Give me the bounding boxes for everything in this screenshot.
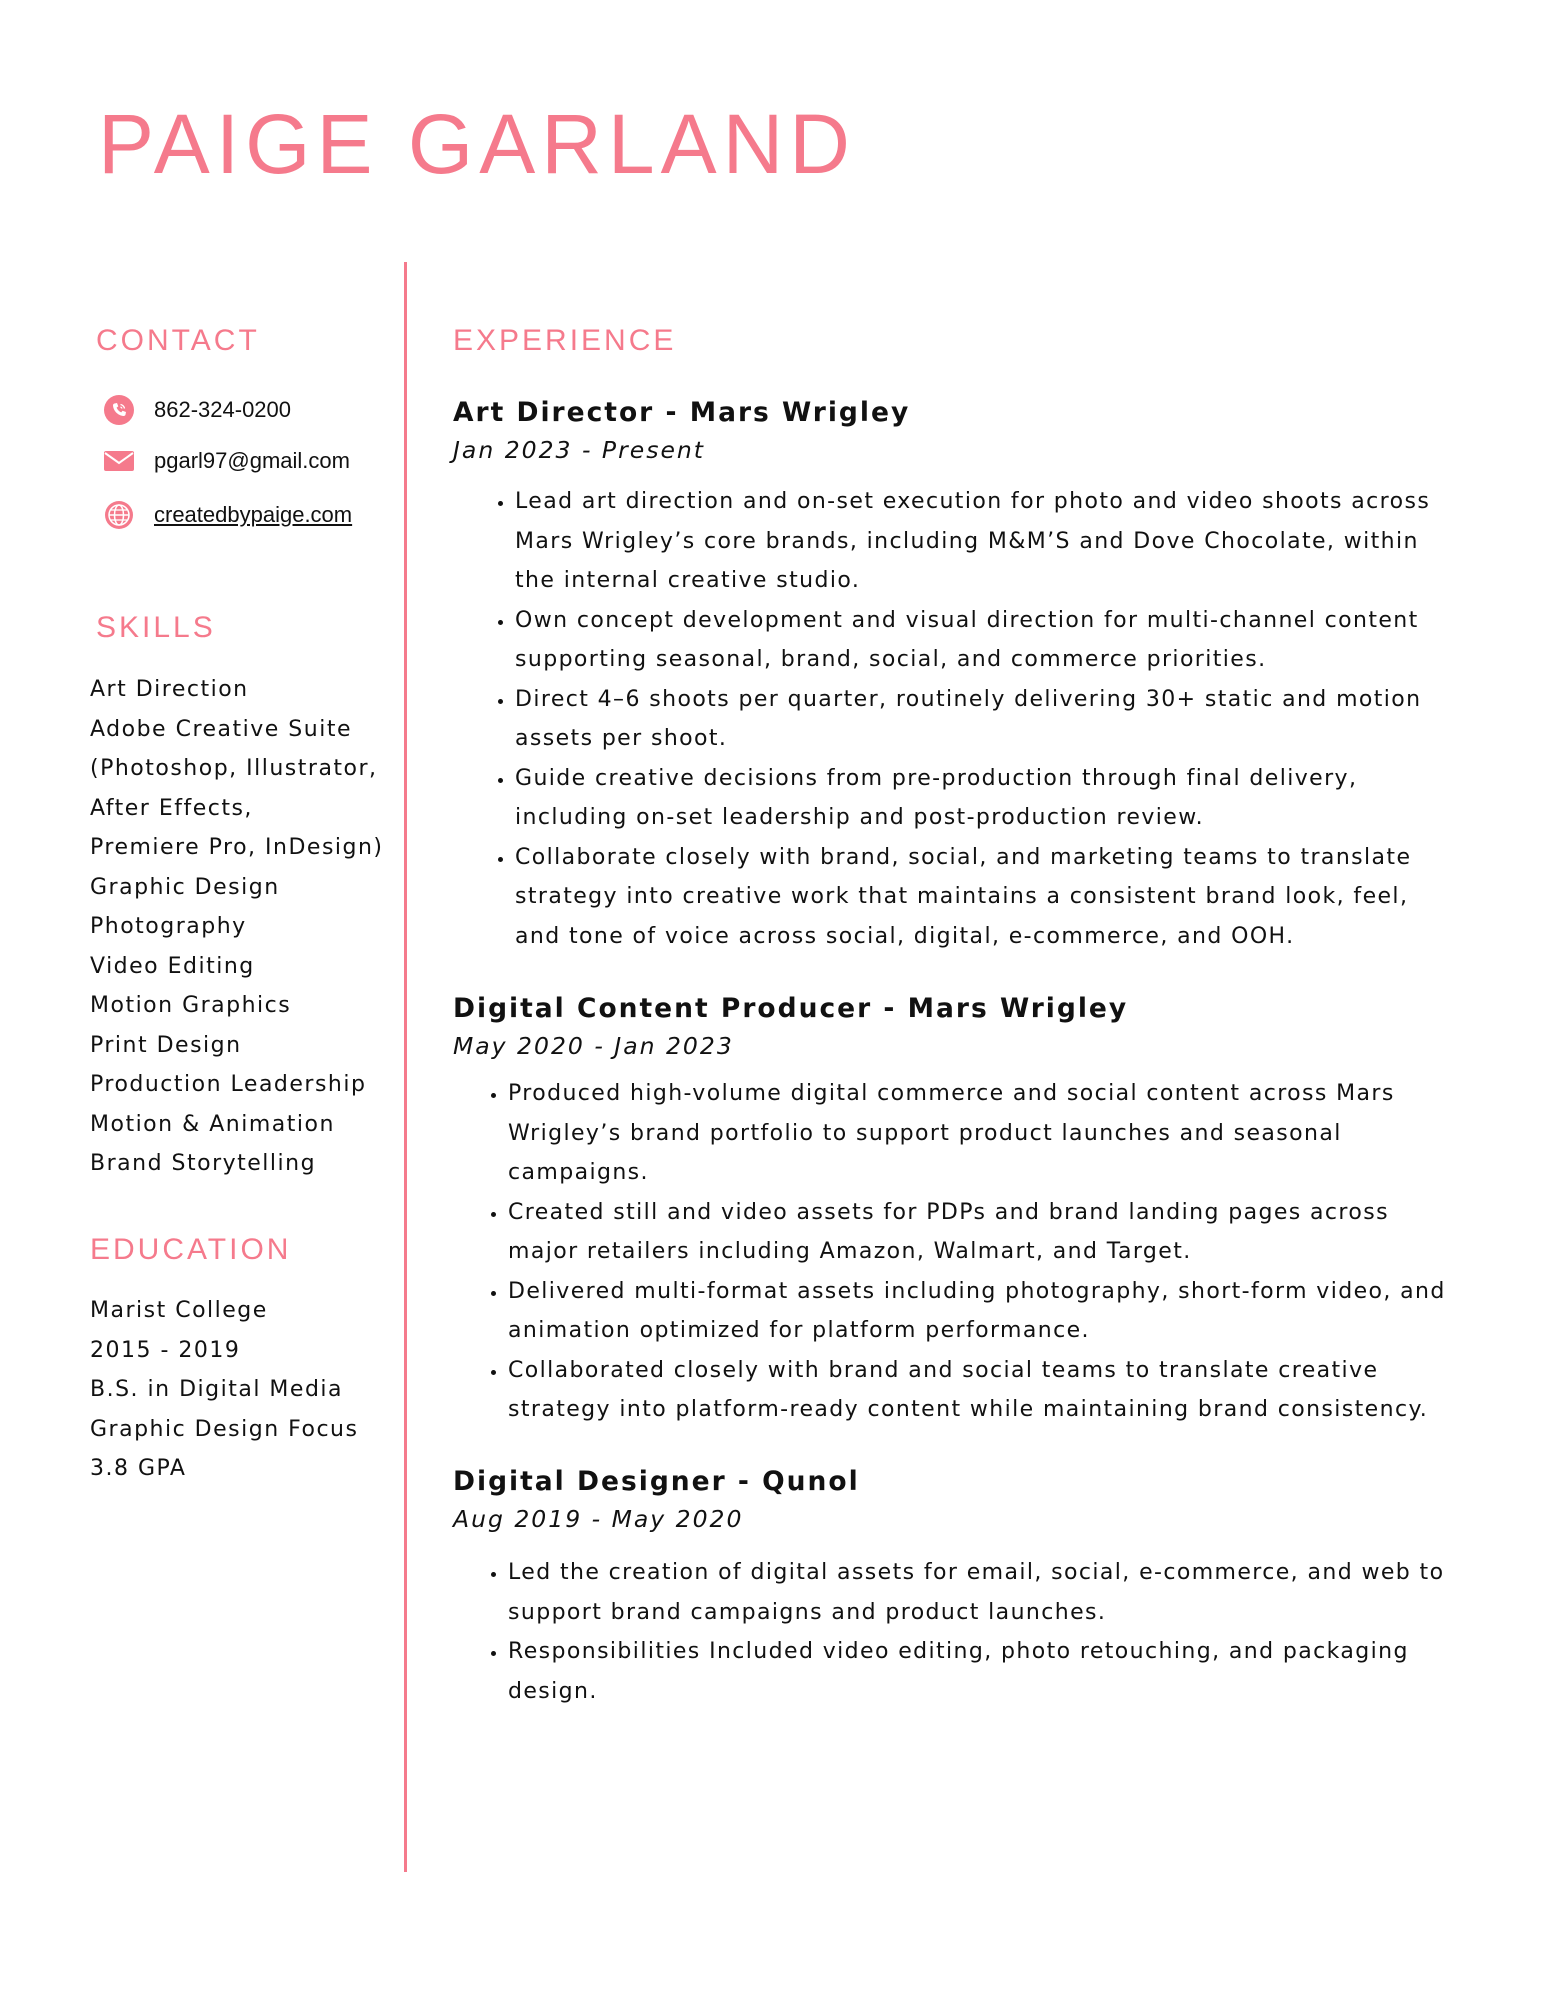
job-bullet: • Delivered multi-format assets including photography, short-form video, and animation optimized for platform performance. — [508, 1272, 1453, 1351]
contact-phone: 862-324-0200 — [154, 397, 292, 422]
contact-heading: CONTACT — [96, 324, 260, 357]
job-entry — [453, 1466, 1453, 1711]
job-entry — [453, 397, 1453, 956]
contact-website-link[interactable]: createdbypaige.com — [154, 502, 353, 527]
list-item: Production Leadership — [90, 1072, 367, 1097]
job-bullet: • Collaborate closely with brand, social, and marketing teams to translate strategy into creative work that maintains a consistent brand look, feel, and tone of voice across social, digital, e-commerce, and OOH. — [515, 838, 1453, 957]
job-bullet: • Created still and video assets for PDPs and brand landing pages across major retailers including Amazon, Walmart, and Target. — [508, 1193, 1453, 1272]
list-item: Premiere Pro, InDesign) — [90, 835, 384, 860]
resume-name: PAIGE GARLAND — [98, 97, 856, 191]
job-title: Digital Content Producer - Mars Wrigley — [453, 993, 1129, 1024]
job-bullets — [453, 1074, 1453, 1430]
contact-website-row — [102, 498, 352, 532]
list-item: Marist College — [90, 1298, 268, 1323]
contact-email[interactable]: pgarl97@gmail.com — [154, 448, 350, 473]
job-bullet: • Guide creative decisions from pre-production through final delivery, including on-set leadership and post-production review. — [515, 759, 1453, 838]
job-bullets — [453, 1553, 1453, 1711]
list-item: After Effects, — [90, 795, 253, 821]
list-item: Adobe Creative Suite — [90, 716, 352, 742]
education-heading: EDUCATION — [90, 1233, 292, 1266]
phone-icon — [102, 393, 136, 427]
list-item: (Photoshop, Illustrator, — [90, 756, 378, 781]
job-entry — [453, 993, 1453, 1430]
column-divider — [404, 262, 407, 1872]
job-dates: Aug 2019 - May 2020 — [453, 1504, 744, 1533]
list-item: Photography — [90, 914, 247, 939]
list-item: B.S. in Digital Media — [90, 1377, 344, 1402]
list-item: Motion Graphics — [90, 993, 292, 1018]
globe-icon — [102, 498, 136, 532]
job-title: Art Director - Mars Wrigley — [453, 397, 911, 428]
skills-heading: SKILLS — [96, 611, 216, 644]
job-dates: May 2020 - Jan 2023 — [453, 1031, 734, 1060]
job-bullet: • Own concept development and visual direction for multi-channel content supporting seasonal, brand, social, and commerce priorities. — [515, 601, 1453, 680]
list-item: Graphic Design — [90, 874, 280, 900]
job-bullet: • Responsibilities Included video editing, photo retouching, and packaging design. — [508, 1632, 1453, 1711]
job-dates: Jan 2023 - Present — [453, 435, 706, 464]
experience-heading: EXPERIENCE — [453, 324, 677, 357]
list-item: Art Direction — [90, 677, 249, 702]
list-item: Video Editing — [90, 953, 255, 979]
email-icon — [102, 444, 136, 478]
list-item: Motion & Animation — [90, 1111, 335, 1137]
list-item: 2015 - 2019 — [90, 1337, 241, 1363]
list-item: 3.8 GPA — [90, 1456, 187, 1481]
job-bullet: • Led the creation of digital assets for email, social, e-commerce, and web to support brand campaigns and product launches. — [508, 1553, 1453, 1632]
list-item: Print Design — [90, 1032, 242, 1058]
job-title: Digital Designer - Qunol — [453, 1466, 860, 1497]
job-bullet: • Direct 4–6 shoots per quarter, routinely delivering 30+ static and motion assets per shoot. — [515, 680, 1453, 759]
contact-email-row — [102, 444, 350, 478]
list-item: Brand Storytelling — [90, 1151, 317, 1176]
list-item: Graphic Design Focus — [90, 1416, 359, 1442]
job-bullet: • Lead art direction and on-set execution for photo and video shoots across Mars Wrigley’s core brands, including M&M’S and Dove Chocolate, within the internal creative studio. — [515, 482, 1453, 601]
contact-phone-row — [102, 393, 291, 427]
job-bullets — [453, 482, 1453, 956]
education-list — [90, 1291, 358, 1489]
skills-list — [90, 670, 384, 1184]
job-bullet: • Produced high-volume digital commerce and social content across Mars Wrigley’s brand portfolio to support product launches and seasonal campaigns. — [508, 1074, 1453, 1193]
job-bullet: • Collaborated closely with brand and social teams to translate creative strategy into platform-ready content while maintaining brand consistency. — [508, 1351, 1453, 1430]
